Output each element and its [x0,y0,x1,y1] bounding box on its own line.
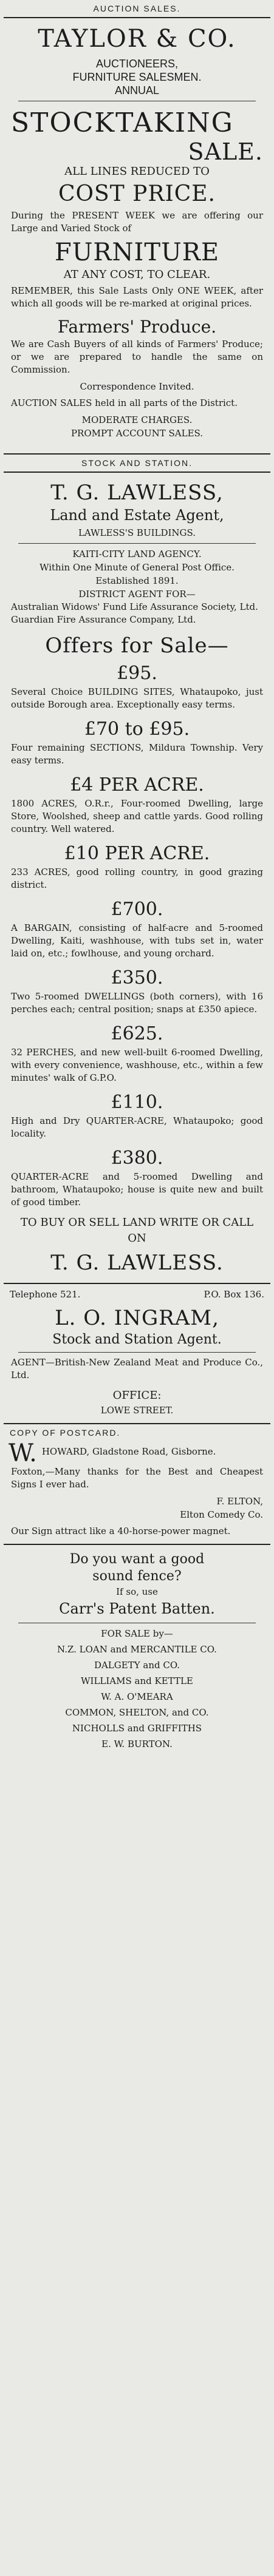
for-sale-by: FOR SALE by— [101,1628,173,1639]
cost-price: COST PRICE. [58,181,216,206]
price-9: £380. [111,1148,163,1169]
firm-desc-3: ANNUAL [114,84,160,96]
price-2: £70 to £95. [84,718,190,740]
listing-6: Two 5-roomed DWELLINGS (both corners), with 16 perches each; central position; snaps at £350 apiece. [11,991,263,1015]
prompt-account: PROMPT ACCOUNT SALES. [70,428,204,439]
price-7: £625. [111,1023,163,1044]
postcard-intro [0,1441,274,1465]
office-label: OFFICE: [112,1389,162,1402]
seller-item: NICHOLLS and GRIFFITHS [72,1723,202,1734]
fence-q1: Do you want a good [69,1552,205,1567]
farmers-text: We are Cash Buyers of all kinds of Farmers' Produce; or we are prepared to handle the same on Commission. [11,339,263,375]
ingram-agent: AGENT—British-New Zealand Meat and Produce Co., Ltd. [11,1357,263,1381]
any-cost: AT ANY COST, TO CLEAR. [63,268,211,281]
buy-sell-text: TO BUY OR SELL LAND WRITE OR CALL ON [20,1216,254,1245]
price-4: £10 PER ACRE. [64,843,210,864]
divider [18,1352,256,1353]
divider [18,543,256,544]
auction-sales-text: AUCTION SALES held in all parts of the District. [11,397,238,408]
stock-station-header: STOCK AND STATION. [81,458,193,468]
signed-company: Elton Comedy Co. [180,1509,263,1520]
listing-3: 1800 ACRES, O.R.r., Four-roomed Dwelling, large Store, Woolshed, sheep and cattle yards. Good rolling country. Well watered. [11,798,263,834]
telephone: Telephone 521. [10,1289,81,1300]
furniture-heading: FURNITURE [54,238,220,266]
po-box: P.O. Box 136. [204,1289,264,1300]
lines-reduced: ALL LINES REDUCED TO [64,165,210,178]
price-1: £95. [117,663,157,684]
during-text: During the PRESENT WEEK we are offering our Large and Varied Stock of [11,210,263,234]
listing-9: QUARTER-ACRE and 5-roomed Dwelling and bathroom, Whataupoko; house is quite new and built of good timber. [11,1171,263,1208]
stocktaking-title: STOCKTAKING [11,107,234,138]
fence-q2: sound fence? [92,1569,182,1584]
lawless-tagline: Land and Estate Agent, [50,507,224,524]
farmers-produce-heading: Farmers' Produce. [57,317,217,337]
correspondence: Correspondence Invited. [80,381,194,392]
divider [4,472,270,473]
price-3: £4 PER ACRE. [70,774,204,796]
postcard-header: COPY OF POSTCARD. [10,1428,121,1438]
carrs-patent: Carr's Patent Batten. [59,1600,215,1617]
seller-list [0,1643,274,1751]
listing-8: High and Dry QUARTER-ACRE, Whataupoko; good locality. [11,1115,263,1139]
guardian-text: Guardian Fire Assurance Company, Ltd. [11,614,196,625]
seller-item: W. A. O'MEARA [101,1691,173,1702]
seller-item: E. W. BURTON. [101,1739,173,1749]
seller-item: WILLIAMS and KETTLE [81,1675,193,1686]
lawless-name-2: T. G. LAWLESS. [50,1251,224,1275]
postcard-message: Foxton,—Many thanks for the Best and Cheapest Signs I ever had. [11,1466,263,1490]
divider [4,1544,270,1545]
stocktaking-subtitle: SALE. [188,138,263,165]
listing-1: Several Choice BUILDING SITES, Whataupoko, just outside Borough area. Exceptionally easy terms. [11,686,263,710]
postcard-address: HOWARD, Gladstone Road, Gisborne. [41,1446,216,1457]
lawless-buildings: LAWLESS'S BUILDINGS. [78,527,196,538]
signed-by: F. ELTON, [216,1496,263,1507]
established: Established 1891. [95,575,179,586]
fence-if-so: If so, use [116,1586,158,1597]
firm-desc-2: FURNITURE SALESMEN. [72,71,202,83]
remember-text: REMEMBER, this Sale Lasts Only ONE WEEK, after which all goods will be re-marked at original prices. [11,285,263,309]
district-agent: DISTRICT AGENT FOR— [78,589,196,600]
divider [4,17,270,18]
initial-w: W. [9,1439,37,1467]
ingram-name: L. O. INGRAM, [55,1306,219,1330]
auction-sales-header: AUCTION SALES. [93,4,181,13]
price-8: £110. [111,1092,163,1113]
contact-row [0,1284,274,1305]
listing-7: 32 PERCHES, and new well-built 6-roomed Dwelling, with every convenience, washhouse, etc., within a few minutes' walk of G.P.O. [11,1047,263,1083]
seller-item: DALGETY and CO. [94,1660,180,1671]
moderate-charges: MODERATE CHARGES. [81,414,193,425]
agency: KAITI-CITY LAND AGENCY. [72,549,202,559]
seller-item: COMMON, SHELTON, and CO. [65,1707,209,1718]
agent-text: Australian Widows' Fund Life Assurance Society, Ltd. [11,601,258,612]
price-6: £350. [111,967,163,989]
price-5: £700. [111,899,163,920]
seller-item: N.Z. LOAN and MERCANTILE CO. [57,1644,217,1655]
office-location: LOWE STREET. [100,1405,174,1416]
ingram-tagline: Stock and Station Agent. [52,1332,222,1347]
our-sign: Our Sign attract like a 40-horse-power magnet. [11,1526,231,1536]
within-text: Within One Minute of General Post Office. [39,562,235,573]
firm-desc-1: AUCTIONEERS, [95,58,179,70]
lawless-name: T. G. LAWLESS, [50,481,224,505]
listing-5: A BARGAIN, consisting of half-acre and 5-roomed Dwelling, Kaiti, washhouse, with tubs set in, water laid on, etc.; fowlhouse, and young orchard. [11,922,263,959]
offers-heading: Offers for Sale— [45,634,229,658]
listing-4: 233 ACRES, good rolling country, in good grazing district. [11,867,263,890]
listing-2: Four remaining SECTIONS, Mildura Township. Very easy terms. [11,742,263,766]
firm-name: TAYLOR & CO. [38,25,236,53]
